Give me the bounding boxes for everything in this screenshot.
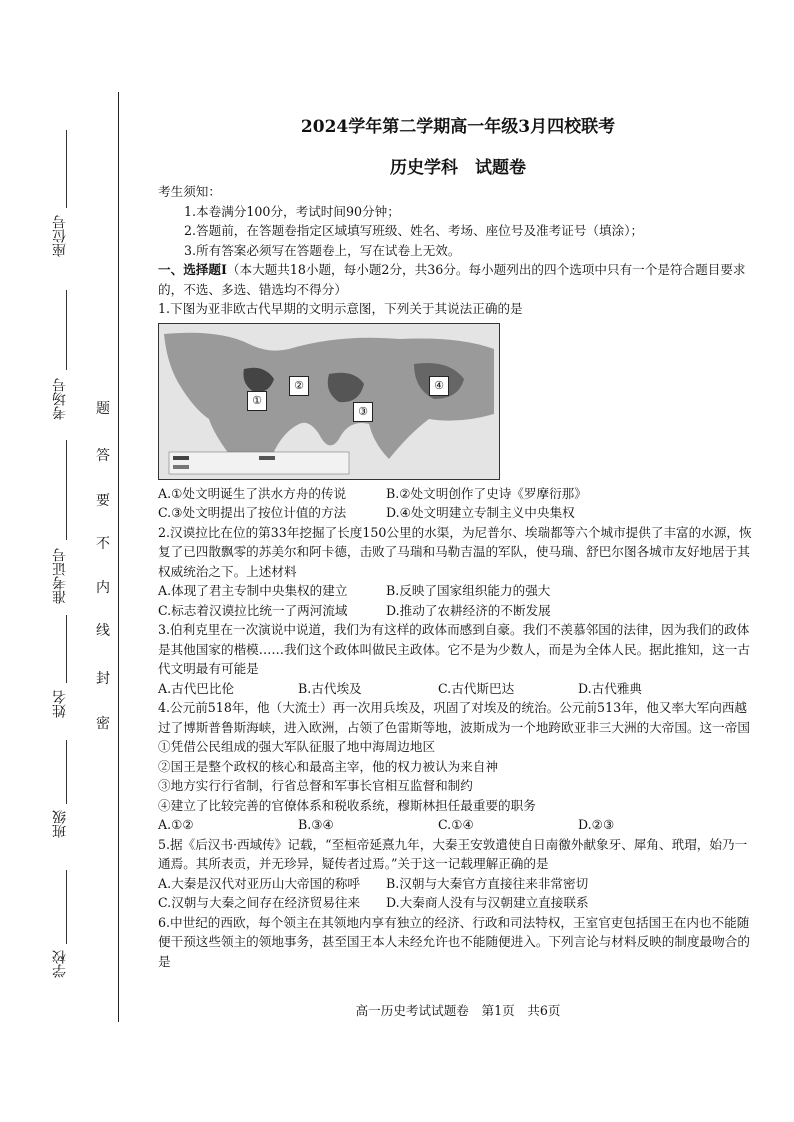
ticket-number-label: 准考证号 (52, 548, 68, 604)
seal-char: 密 (96, 716, 110, 732)
section-desc: （本大题共18小题，每小题2分，共36分。每小题列出的四个选项中只有一个是符合题目要求的，不选、多选、错选均不得分） (158, 262, 746, 297)
question-4-item: ④建立了比较完善的官僚体系和税收系统，穆斯林担任最重要的职务 (158, 797, 536, 813)
question-5-stem: 5.据《后汉书·西域传》记载，“至桓帝延熹九年，大秦王安敦遣使自日南徼外献象牙、犀角、玳瑁，始乃一通焉。其所表贡，并无珍异，疑传者过焉。”关于这一记载理解正确的是 (158, 836, 748, 871)
exam-room-field[interactable] (66, 290, 67, 370)
option-a[interactable]: A.古代巴比伦 (158, 680, 235, 696)
civilization-map (158, 323, 500, 480)
question-2-stem: 2.汉谟拉比在位的第33年挖掘了长度150公里的水渠，为尼普尔、埃瑞都等六个城市提供了丰富的水源，恢复了已四散飘零的苏美尔和阿卡德，击败了马瑞和马勒吉温的军队，使马瑞、舒巴尔图各城市友好地居于其权威统治之下。上述材料 (158, 524, 752, 579)
question-1-options (158, 484, 758, 504)
seal-char: 题 (96, 401, 110, 417)
question-4-item: ①凭借公民组成的强大军队征服了地中海周边地区 (158, 739, 436, 754)
option-d[interactable]: D.④处文明建立专制主义中央集权 (386, 505, 575, 520)
seal-line (118, 92, 119, 1022)
seal-char: 线 (96, 623, 110, 639)
question-6-stem: 6.中世纪的西欧，每个领主在其领地内享有独立的经济、行政和司法特权，王室官吏包括国王在内也不能随便干预这些领主的领地事务，甚至国王本人未经允许也不能随便进入。下列言论与材料反映的制度最吻合的是 (158, 914, 750, 969)
notice-item: 1.本卷满分100分，考试时间90分钟； (184, 203, 400, 219)
question-2-options (158, 581, 758, 601)
section-heading (158, 260, 758, 299)
option-b[interactable]: B.汉朝与大秦官方直接往来非常密切 (386, 875, 589, 891)
map-legend (169, 452, 349, 474)
option-d[interactable]: D.推动了农耕经济的不断发展 (386, 602, 551, 618)
school-label: 学校 (52, 950, 68, 978)
option-c[interactable]: C.标志着汉谟拉比统一了两河流域 (158, 602, 348, 618)
class-label: 班级 (52, 810, 68, 838)
option-b[interactable]: B.②处文明创作了史诗《罗摩衍那》 (386, 485, 587, 501)
option-c[interactable]: C.汉朝与大秦之间存在经济贸易往来 (158, 895, 361, 910)
seat-number-field[interactable] (66, 130, 67, 208)
option-d[interactable]: D.古代雅典 (578, 680, 643, 696)
option-d[interactable]: D.大秦商人没有与汉朝建立直接联系 (386, 895, 589, 910)
option-a[interactable]: A.体现了君主专制中央集权的建立 (158, 583, 348, 598)
notice-heading: 考生须知： (158, 184, 221, 199)
exam-body (158, 182, 758, 971)
seal-char: 封 (96, 671, 110, 687)
question-5-options (158, 874, 758, 894)
class-field[interactable] (66, 740, 67, 804)
map-label-3: ③ (353, 402, 373, 422)
exam-title: 2024学年第二学期高一年级3月四校联考 (300, 117, 616, 137)
option-a[interactable]: A.①② (158, 817, 194, 832)
option-d[interactable]: D.②③ (578, 817, 615, 832)
map-label-2: ② (289, 376, 309, 396)
notice-item: 2.答题前，在答题卷指定区域填写班级、姓名、考场、座位号及准考证号（填涂）； (184, 223, 644, 238)
option-b[interactable]: B.反映了国家组织能力的强大 (386, 583, 551, 598)
question-4-item: ②国王是整个政权的核心和最高主宰，他的权力被认为来自神 (158, 758, 499, 774)
exam-subtitle: 历史学科 试题卷 (390, 158, 526, 178)
page-footer: 高一历史考试试题卷 第1页 共6页 (355, 1003, 561, 1018)
option-c[interactable]: C.古代斯巴达 (438, 680, 515, 696)
question-3-stem: 3.伯利克里在一次演说中说道，我们为有这样的政体而感到自豪。我们不羡慕邻国的法律，因为我们的政体是其他国家的楷模……我们这个政体叫做民主政体。它不是为少数人，而是为全体人民。据此推知，这一古代文明最有可能是 (158, 622, 750, 676)
seal-char: 不 (96, 536, 110, 552)
name-field[interactable] (66, 615, 67, 683)
binding-margin (0, 0, 120, 1122)
section-title: 一、选择题Ⅰ (158, 262, 227, 277)
map-label-4: ④ (429, 376, 449, 396)
option-a[interactable]: A.大秦是汉代对亚历山大帝国的称呼 (158, 875, 361, 891)
question-4-options (158, 815, 758, 835)
seal-char: 要 (96, 493, 110, 509)
question-1-options (158, 503, 758, 523)
option-b[interactable]: B.③④ (298, 817, 334, 832)
question-4-stem: 4.公元前518年，他（大流士）再一次用兵埃及，巩固了对埃及的统治。公元前513年，他又率大军向西越过了博斯普鲁斯海峡，进入欧洲，占领了色雷斯等地，波斯成为一个地跨欧亚非三大洲的大帝国。这一帝国 (158, 700, 750, 735)
question-5-options (158, 893, 758, 913)
question-1-stem: 1.下图为亚非欧古代早期的文明示意图，下列关于其说法正确的是 (158, 301, 523, 316)
seat-number-label: 座位号 (52, 215, 68, 257)
school-field[interactable] (66, 870, 67, 944)
option-c[interactable]: C.③处文明提出了按位计值的方法 (158, 505, 347, 520)
map-label-1: ① (247, 391, 267, 411)
exam-room-label: 考场号 (52, 378, 68, 420)
map-graphic (159, 324, 499, 479)
notice-item: 3.所有答案必须写在答题卷上，写在试卷上无效。 (184, 242, 461, 258)
option-a[interactable]: A.①处文明诞生了洪水方舟的传说 (158, 485, 347, 501)
question-3-options (158, 679, 758, 699)
name-label: 姓名 (52, 690, 68, 718)
seal-char: 内 (96, 580, 110, 596)
ticket-number-field[interactable] (66, 440, 67, 540)
question-4-item: ③地方实行行省制，行省总督和军事长官相互监督和制约 (158, 778, 473, 793)
option-b[interactable]: B.古代埃及 (298, 680, 362, 696)
question-2-options (158, 601, 758, 621)
seal-char: 答 (96, 448, 110, 464)
option-c[interactable]: C.①④ (438, 817, 474, 832)
